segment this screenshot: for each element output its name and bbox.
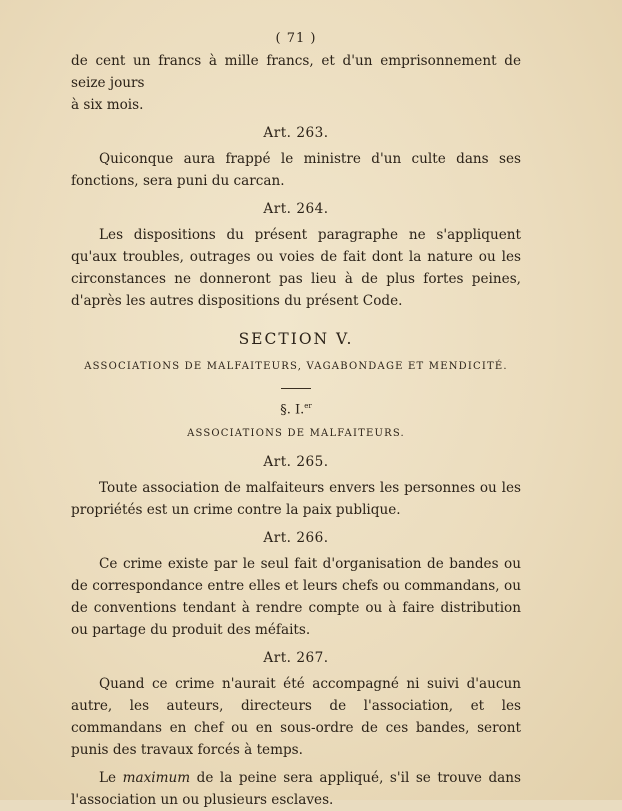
article-text-263: Quiconque aura frappé le ministre d'un culte dans ses fonctions, sera puni du carcan. <box>71 151 521 189</box>
section-subtitle: ASSOCIATIONS DE MALFAITEURS, VAGABONDAGE ET MENDICITÉ. <box>84 361 508 372</box>
divider-rule <box>281 388 311 389</box>
article-text-267b-pre: Le <box>99 770 117 787</box>
article-text-267b <box>71 767 521 811</box>
article-text-265: Toute association de malfaiteurs envers les personnes ou les propriétés est un crime contre la paix publique. <box>71 480 521 519</box>
paragraph-mark <box>71 395 521 421</box>
continuation-line-2: à six mois. <box>71 97 144 113</box>
maximum-italic: maximum <box>122 770 191 787</box>
continuation-paragraph <box>71 50 521 116</box>
article-text-267b-post: de la peine sera appliqué, s'il se trouve dans l'association un ou plusieurs esclaves. <box>71 770 522 809</box>
article-text-264: Les dispositions du présent paragraphe ne s'appliquent qu'aux troubles, outrages ou voies de fait dont la nature ou les circonstances ne donneront pas lieu à de plus fortes peines, d'après les autres dispositions du présent Code. <box>71 227 521 309</box>
article-heading-266: Art. 266. <box>263 530 329 547</box>
article-heading-265: Art. 265. <box>263 454 329 471</box>
article-heading-263: Art. 263. <box>263 125 329 141</box>
article-text-267a: Quand ce crime n'aurait été accompagné ni suivi d'aucun autre, les auteurs, directeurs de l'association, et les commandans en chef ou en sous-ordre de ces bandes, seront punis des travaux forcés à temps. <box>71 676 521 759</box>
article-heading-267: Art. 267. <box>263 650 329 667</box>
section-title: SECTION V. <box>238 330 354 348</box>
paragraph-mark-sup: er <box>304 402 312 410</box>
paragraph-mark-text: §. I. <box>280 402 305 418</box>
paragraph-subheading: ASSOCIATIONS DE MALFAITEURS. <box>187 428 405 440</box>
article-heading-264: Art. 264. <box>263 201 329 217</box>
page-text <box>71 28 521 811</box>
article-text-266: Ce crime existe par le seul fait d'organisation de bandes ou de correspondance entre elles et leurs chefs ou commandans, ou de conventions tendant à rendre compte ou à faire distribution ou partage du produit des méfaits. <box>71 556 521 639</box>
page-number: ( 71 ) <box>275 31 317 46</box>
continuation-line-1: de cent un francs à mille francs, et d'un emprisonnement de seize jours <box>71 53 521 91</box>
